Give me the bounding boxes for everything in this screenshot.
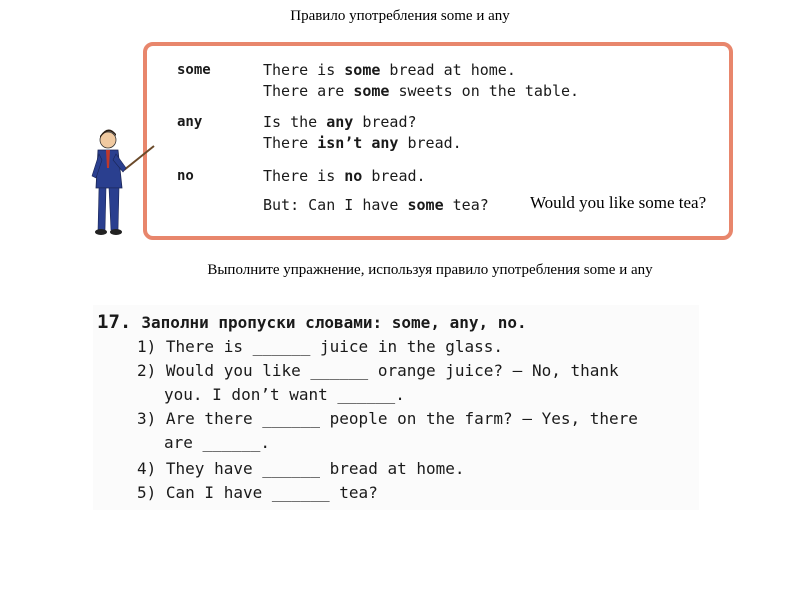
exercise-line: 1) There is ______ juice in the glass. [137, 337, 504, 356]
exercise-line: are ______. [164, 433, 270, 452]
page-title: Правило употребления some и any [290, 8, 510, 24]
rule-word: any [177, 114, 203, 130]
rule-example: There are some sweets on the table. [263, 82, 580, 100]
rule-examples [263, 112, 462, 154]
overlay-example-text: Would you like some tea? [530, 193, 707, 212]
exercise-line: 4) They have ______ bread at home. [137, 459, 465, 478]
rule-example: There isn’t any bread. [263, 134, 462, 152]
rule-example: There is no bread. [263, 167, 426, 185]
exercise-header [97, 311, 527, 333]
rule-examples [263, 60, 579, 102]
exercise-line: 5) Can I have ______ tea? [137, 483, 378, 502]
exercise-block [93, 305, 699, 510]
exercise-title: Заполни пропуски словами: some, any, no. [141, 313, 527, 332]
exercise-line: 3) Are there ______ people on the farm? — Yes, there [137, 409, 638, 428]
exercise-line: 2) Would you like ______ orange juice? — No, thank [137, 361, 619, 380]
rule-example: But: Can I have some tea? [263, 196, 489, 214]
rule-word: no [177, 168, 194, 184]
teacher-illustration [86, 118, 156, 242]
exercise-line: you. I don’t want ______. [164, 385, 405, 404]
rule-word: some [177, 62, 211, 78]
exercise-number: 17. [97, 311, 132, 333]
exercise-instruction: Выполните упражнение, используя правило употребления some и any [207, 262, 653, 278]
rule-example: There is some bread at home. [263, 61, 516, 79]
rule-example: Is the any bread? [263, 113, 417, 131]
rule-examples [263, 166, 489, 216]
